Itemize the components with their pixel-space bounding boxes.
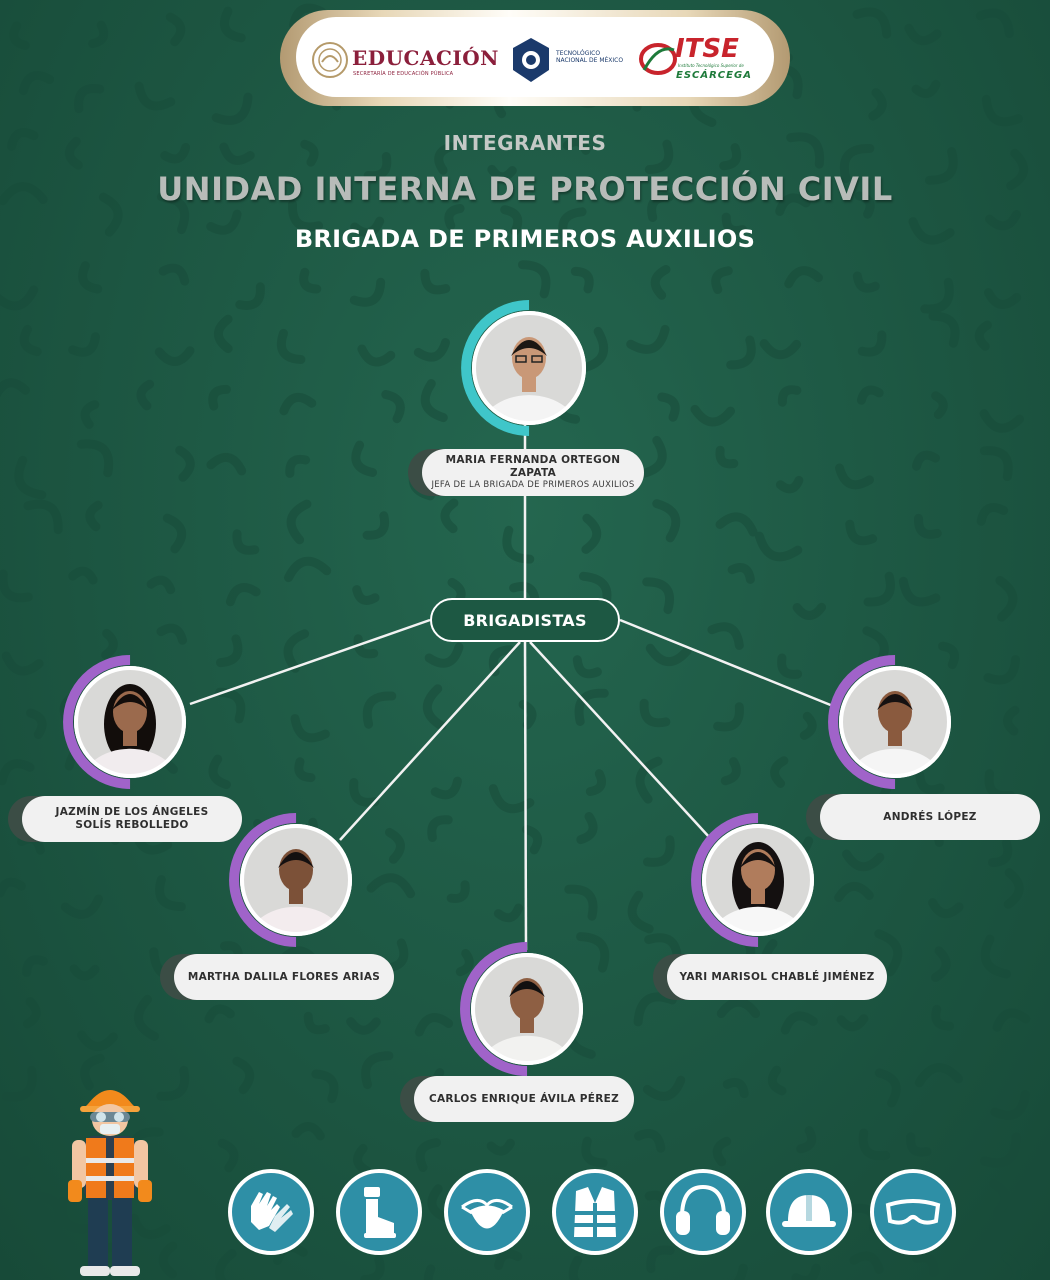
member-name: YARI MARISOL CHABLÉ JIMÉNEZ: [679, 970, 875, 983]
itse-logo-text: ITSE: [675, 34, 739, 64]
member-name: JAZMÍN DE LOS ÁNGELES: [55, 806, 209, 818]
integrantes-title: INTEGRANTES: [443, 131, 607, 155]
member-name: ANDRÉS LÓPEZ: [883, 810, 977, 823]
safety-worker-illustration: [58, 1076, 168, 1280]
brigadistas-node: BRIGADISTAS: [430, 598, 620, 642]
safety-goggles-icon: [870, 1169, 956, 1255]
educacion-subtitle: SECRETARÍA DE EDUCACIÓN PÚBLICA: [353, 71, 454, 77]
member-label-jazmin: [8, 796, 242, 842]
tecnm-line-1: TECNOLÓGICO: [556, 50, 601, 57]
safety-vest-icon: [552, 1169, 638, 1255]
educacion-logo-text: EDUCACIÓN: [352, 46, 499, 70]
hard-hat-icon: [766, 1169, 852, 1255]
unidad-title: UNIDAD INTERNA DE PROTECCIÓN CIVIL: [157, 170, 893, 208]
chief-name: MARIA FERNANDA ORTEGON ZAPATA: [445, 454, 621, 479]
chief-role: JEFA DE LA BRIGADA DE PRIMEROS AUXILIOS: [431, 480, 635, 490]
member-name: MARTHA DALILA FLORES ARIAS: [187, 970, 381, 983]
ear-muffs-icon: [660, 1169, 746, 1255]
member-label-andres: [806, 794, 1040, 840]
face-mask-icon: [444, 1169, 530, 1255]
member-label-martha: [160, 954, 394, 1000]
gloves-icon: [228, 1169, 314, 1255]
member-name: CARLOS ENRIQUE ÁVILA PÉREZ: [428, 1092, 620, 1105]
member-label-carlos: [400, 1076, 634, 1122]
chief-label: [408, 449, 644, 496]
member-label-yari: [653, 954, 887, 1000]
brigada-title: BRIGADA DE PRIMEROS AUXILIOS: [294, 225, 756, 253]
member-name-line-2: SOLÍS REBOLLEDO: [75, 819, 189, 831]
boots-icon: [336, 1169, 422, 1255]
itse-subtitle: Instituto Tecnológico Superior de: [678, 63, 744, 68]
tecnm-line-2: NACIONAL DE MÉXICO: [556, 57, 624, 64]
itse-city: ESCÁRCEGA: [676, 70, 752, 81]
